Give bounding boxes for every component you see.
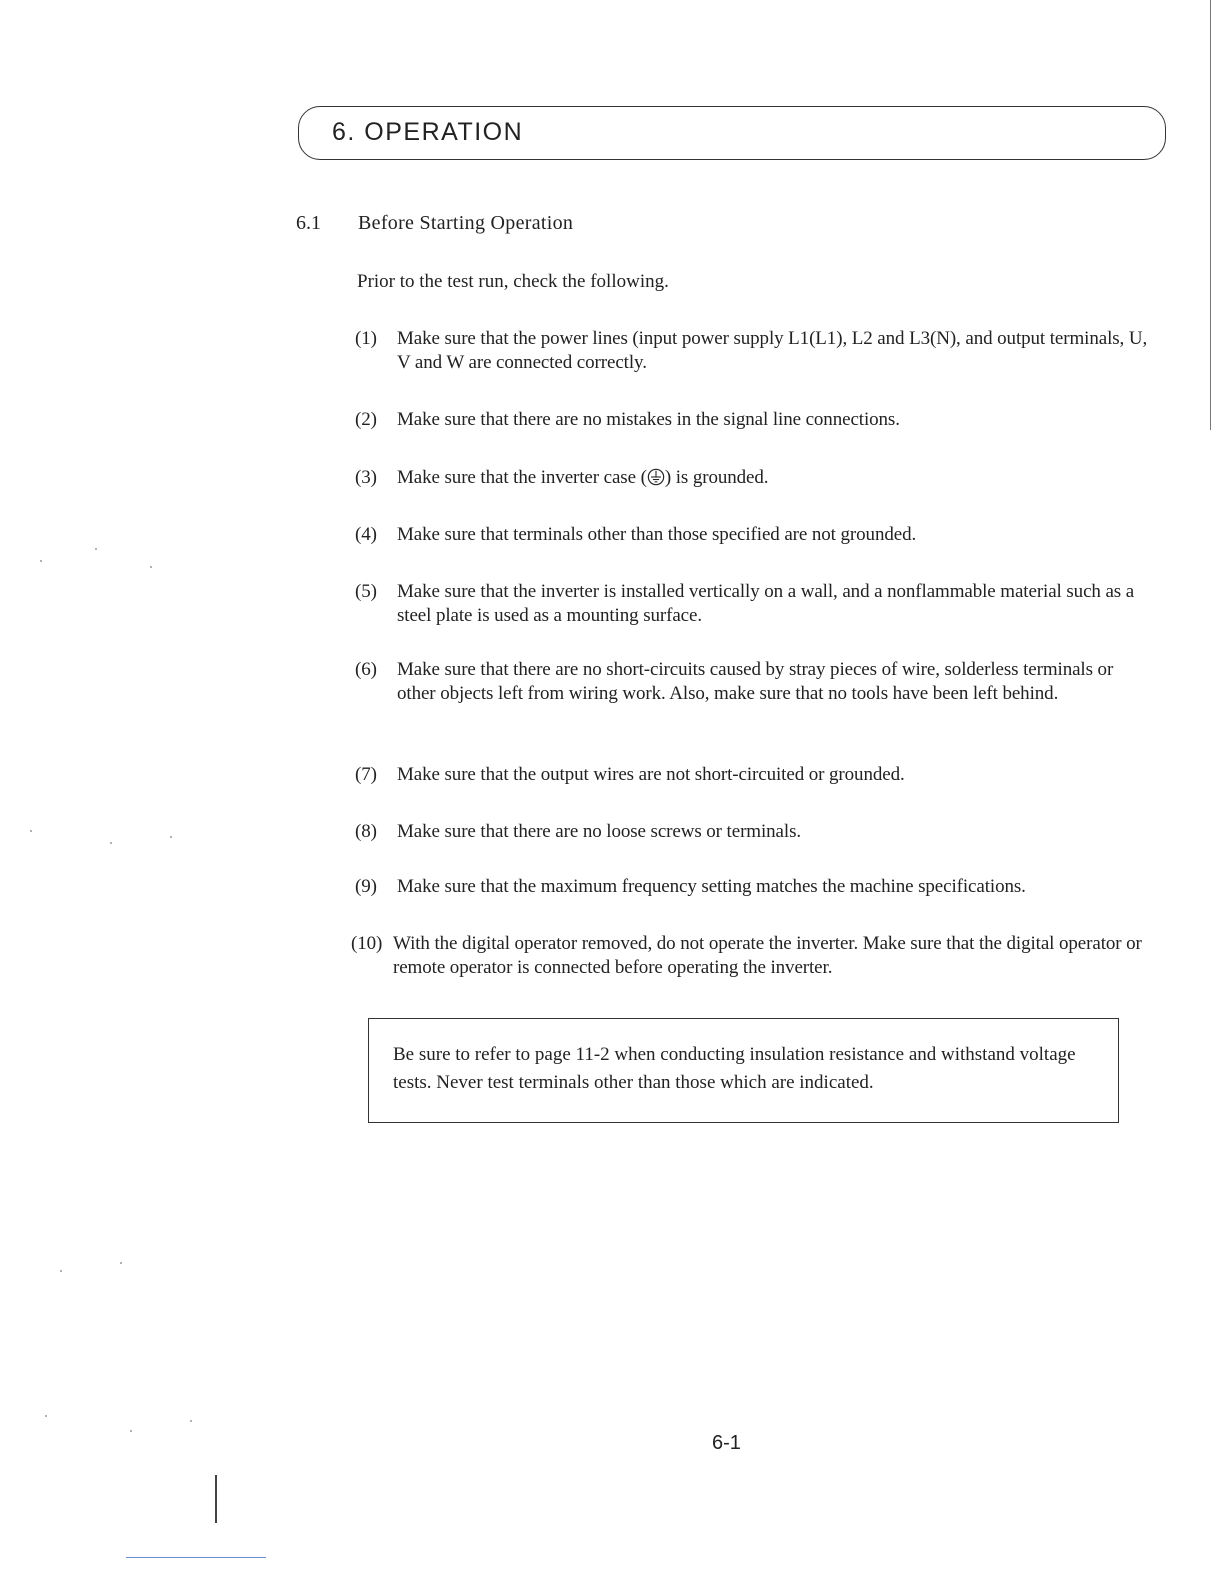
scan-edge-line [1210, 0, 1211, 430]
check-item-5 [355, 580, 1155, 628]
item-number: (8) [355, 821, 377, 842]
check-item-7 [355, 763, 1155, 787]
item-number: (9) [355, 876, 377, 897]
item-number: (3) [355, 467, 377, 488]
check-item-1 [355, 327, 1155, 375]
speckle [130, 1430, 132, 1432]
ground-symbol-icon [647, 468, 665, 486]
speckle [60, 1270, 62, 1272]
item-text: Make sure that the inverter is installed vertically on a wall, and a nonflammable material such as a steel plate is used as a mounting surface. [397, 581, 1135, 626]
check-item-4 [355, 523, 1155, 547]
section-title: Before Starting Operation [358, 212, 574, 234]
scan-mark [215, 1475, 217, 1523]
item-text: Make sure that terminals other than those specified are not grounded. [397, 524, 917, 545]
item-text: With the digital operator removed, do not operate the inverter. Make sure that the digital operator or remote operator is connected before operating the inverter. [393, 933, 1142, 978]
item-number: (6) [355, 659, 377, 680]
item-number: (7) [355, 764, 377, 785]
speckle [170, 836, 172, 838]
check-item-2 [355, 408, 1155, 432]
item-text: Make sure that the maximum frequency setting matches the machine specifications. [397, 876, 1026, 897]
item-text: Make sure that there are no loose screws or terminals. [397, 821, 802, 842]
note-text: Be sure to refer to page 11-2 when conducting insulation resistance and withstand voltage tests. Never test terminals other than those which are indicated. [393, 1044, 1076, 1093]
note-box [368, 1018, 1119, 1123]
speckle [30, 830, 32, 832]
item-text: Make sure that there are no short-circuits caused by stray pieces of wire, solderless terminals or other objects left from wiring work. Also, make sure that no tools have been left behind. [397, 659, 1114, 704]
item-number: (10) [351, 933, 383, 954]
speckle [120, 1262, 122, 1264]
check-item-10 [351, 932, 1151, 980]
item-text: Make sure that the power lines (input power supply L1(L1), L2 and L3(N), and output terminals, U, V and W are connected correctly. [397, 328, 1148, 373]
speckle [150, 566, 152, 568]
item-number: (4) [355, 524, 377, 545]
check-item-6 [355, 658, 1155, 706]
speckle [95, 548, 97, 550]
page-number: 6-1 [712, 1432, 741, 1454]
scan-edge-line-bottom [126, 1557, 266, 1558]
item-text: Make sure that there are no mistakes in the signal line connections. [397, 409, 900, 430]
speckle [110, 842, 112, 844]
item-number: (1) [355, 328, 377, 349]
item-number: (2) [355, 409, 377, 430]
item-number: (5) [355, 581, 377, 602]
speckle [40, 560, 42, 562]
speckle [45, 1415, 47, 1417]
speckle [190, 1420, 192, 1422]
check-item-3 [355, 466, 1155, 490]
item-text: Make sure that the output wires are not short-circuited or grounded. [397, 764, 905, 785]
intro-text: Prior to the test run, check the following. [357, 271, 669, 292]
chapter-title: 6. OPERATION [332, 118, 524, 146]
item-text-before: Make sure that the inverter case ( [397, 467, 647, 488]
check-item-8 [355, 820, 1155, 844]
check-item-9 [355, 875, 1155, 899]
item-text [397, 466, 1155, 490]
item-text-after: ) is grounded. [664, 467, 769, 488]
section-number: 6.1 [296, 212, 321, 234]
